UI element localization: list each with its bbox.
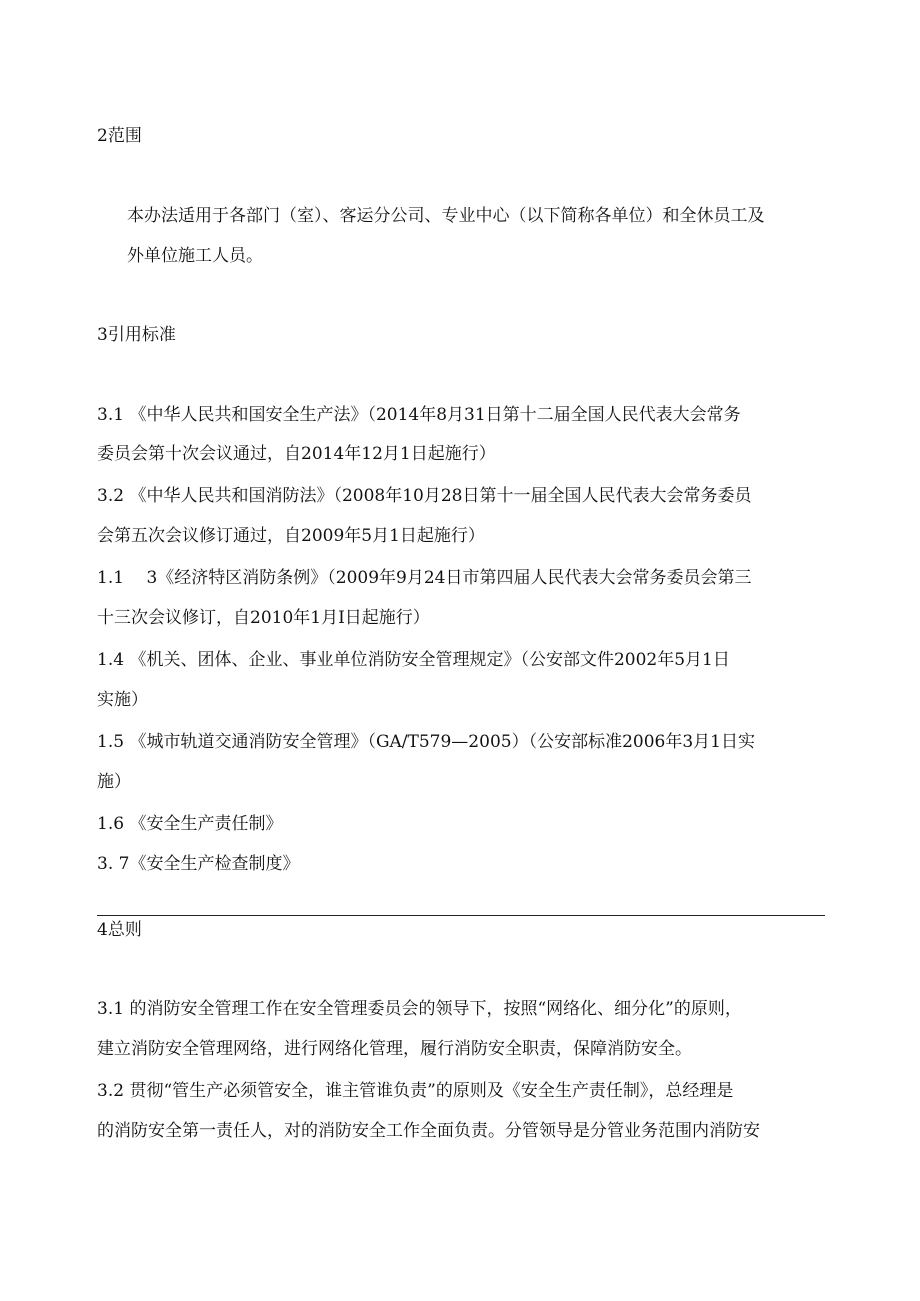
reference-item-line: 1.1 3《经济特区消防条例》（2009年9月24日市第四届人民代表大会常务委员会第三: [97, 568, 752, 588]
reference-item-line: 3.1 《中华人民共和国安全生产法》（2014年8月31日第十二届全国人民代表大会常务: [97, 405, 741, 425]
general-item-line: 建立消防安全管理网络，进行网络化管理，履行消防安全职责，保障消防安全。: [97, 1039, 692, 1059]
section-2-heading: 2范围: [97, 126, 142, 146]
reference-item-line: 1.4 《机关、团体、企业、事业单位消防安全管理规定》（公安部文件2002年5月1日: [97, 650, 730, 670]
reference-item-line: 委员会第十次会议通过，自2014年12月1日起施行）: [97, 444, 496, 464]
reference-item-line: 3.2 《中华人民共和国消防法》（2008年10月28日第十一届全国人民代表大会常务委员: [97, 486, 752, 506]
general-item-line: 3.1 的消防安全管理工作在安全管理委员会的领导下，按照“网络化、细分化”的原则，: [97, 999, 742, 1019]
reference-item-line: 实施）: [97, 690, 148, 710]
section-4-heading: 4总则: [97, 920, 142, 940]
section-3-heading: 3引用标准: [97, 325, 176, 345]
section-2-body-line-2: 外单位施工人员。: [127, 246, 263, 266]
reference-item-line: 1.6 《安全生产责任制》: [97, 814, 283, 834]
reference-item-line: 1.5 《城市轨道交通消防安全管理》（GA/T579—2005）（公安部标准2006年3月1日实: [97, 732, 755, 752]
general-item-line: 3.2 贯彻“管生产必须管安全，谁主管谁负责”的原则及《安全生产责任制》，总经理是: [97, 1081, 734, 1101]
reference-item-line: 会第五次会议修订通过，自2009年5月1日起施行）: [97, 526, 485, 546]
general-item-line: 的消防安全第一责任人，对的消防安全工作全面负责。分管领导是分管业务范围内消防安: [97, 1121, 760, 1141]
reference-item-line: 施）: [97, 772, 131, 792]
section-divider: [97, 915, 825, 916]
reference-item-line: 十三次会议修订，自2010年1月I日起施行）: [97, 608, 430, 628]
section-2-body-line-1: 本办法适用于各部门（室）、客运分公司、专业中心（以下简称各单位）和全休员工及: [127, 206, 765, 226]
reference-item-line: 3. 7《安全生产检查制度》: [97, 854, 300, 874]
